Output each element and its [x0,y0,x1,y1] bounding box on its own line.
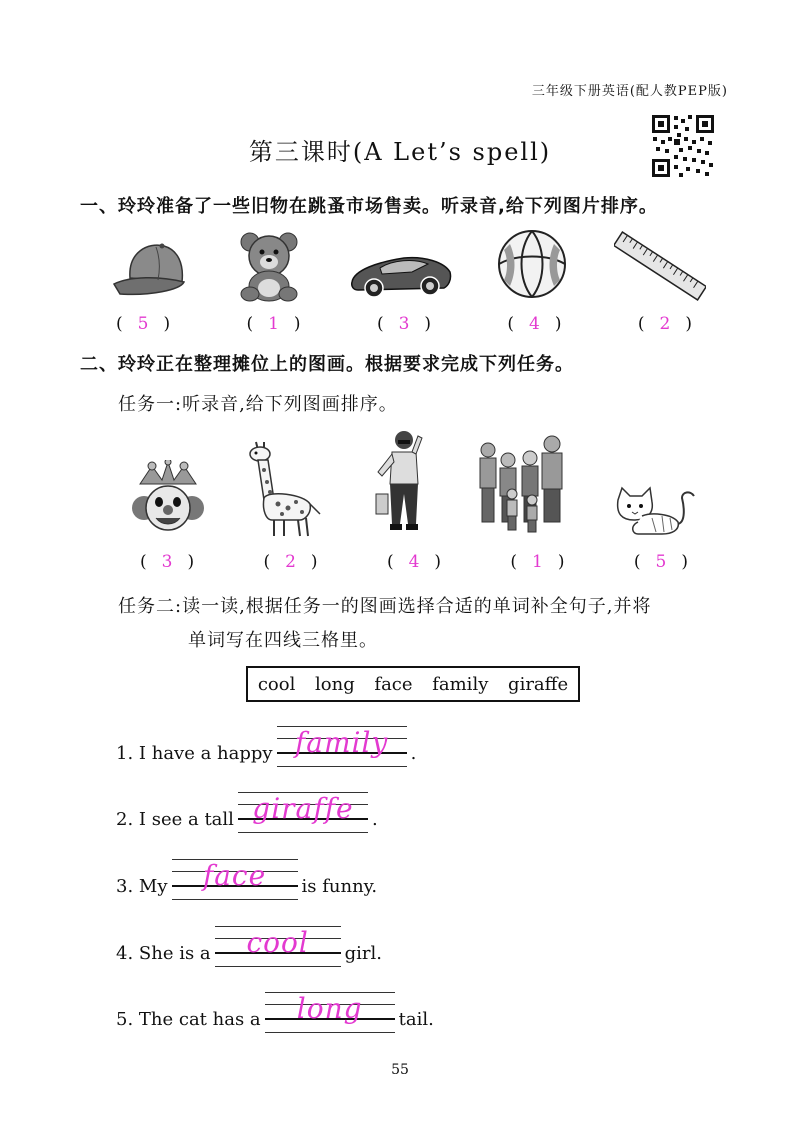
giraffe-icon [244,438,328,538]
qr-code-icon [650,113,716,179]
answer-slot: ( 4 ) [507,314,562,334]
answer-slot: ( 3 ) [140,552,195,572]
word-bank-item: giraffe [508,673,569,695]
word-bank [246,666,580,702]
answer-slot: ( 2 ) [263,552,318,572]
sentence-text: 1. I have a happy [116,743,273,764]
answer-slot: ( 5 ) [633,552,688,572]
family-icon [472,428,576,538]
writing-grid [172,855,298,903]
sentence-text: 2. I see a tall [116,809,234,830]
handwritten-answer: long [296,992,363,1025]
sentence-text: . [410,743,417,764]
task-2-instruction: 任务二:读一读,根据任务一的图画选择合适的单词补全句子,并将 [118,596,652,617]
answer-slot: ( 1 ) [510,552,565,572]
writing-grid [215,922,341,970]
handwritten-answer: family [294,726,389,759]
sentence-text: 5. The cat has a [116,1009,261,1030]
sentence-3 [116,855,377,903]
cool-girl-icon [372,428,432,538]
handwritten-answer: face [202,859,267,892]
lesson-title: 第三课时(A Let’s spell) [248,138,552,166]
book-title: 三年级下册英语(配人教PEP版) [531,84,728,99]
sentence-text: girl. [344,943,383,964]
writing-grid [265,988,395,1036]
word-bank-item: face [374,673,413,695]
answer-slot: ( 1 ) [246,314,301,334]
ruler-icon [614,230,706,302]
ball-icon [496,228,568,300]
task-1-instruction: 任务一:听录音,给下列图画排序。 [118,394,398,415]
task-2-instruction-cont: 单词写在四线三格里。 [188,630,378,651]
car-icon [348,248,454,300]
teddy-bear-icon [236,230,302,302]
section-2-heading: 二、玲玲正在整理摊位上的图画。根据要求完成下列任务。 [80,354,574,375]
cat-icon [612,486,698,536]
writing-grid [238,788,368,836]
sentence-4 [116,922,382,970]
page-number: 55 [391,1062,409,1078]
sentence-5 [116,988,434,1036]
sentence-2 [116,788,378,836]
handwritten-answer: cool [246,926,309,959]
word-bank-item: cool [257,673,296,695]
word-bank-item: long [315,673,355,695]
sentence-1 [116,722,416,770]
section-1-answers [116,314,692,334]
answer-slot: ( 3 ) [376,314,432,334]
answer-slot: ( 5 ) [116,314,171,334]
writing-grid [277,722,407,770]
sentence-text: 4. She is a [116,943,211,964]
answer-slot: ( 4 ) [386,552,442,572]
handwritten-answer: giraffe [252,792,354,825]
sentence-text: . [371,809,378,830]
section-2-answers [140,552,688,572]
sentence-text: 3. My [116,876,168,897]
clown-icon [132,460,204,536]
sentence-text: is funny. [301,876,378,897]
answer-slot: ( 2 ) [637,314,692,334]
word-bank-item: family [432,673,489,695]
cap-icon [110,238,194,300]
sentence-text: tail. [398,1009,434,1030]
section-1-heading: 一、玲玲准备了一些旧物在跳蚤市场售卖。听录音,给下列图片排序。 [80,196,658,217]
